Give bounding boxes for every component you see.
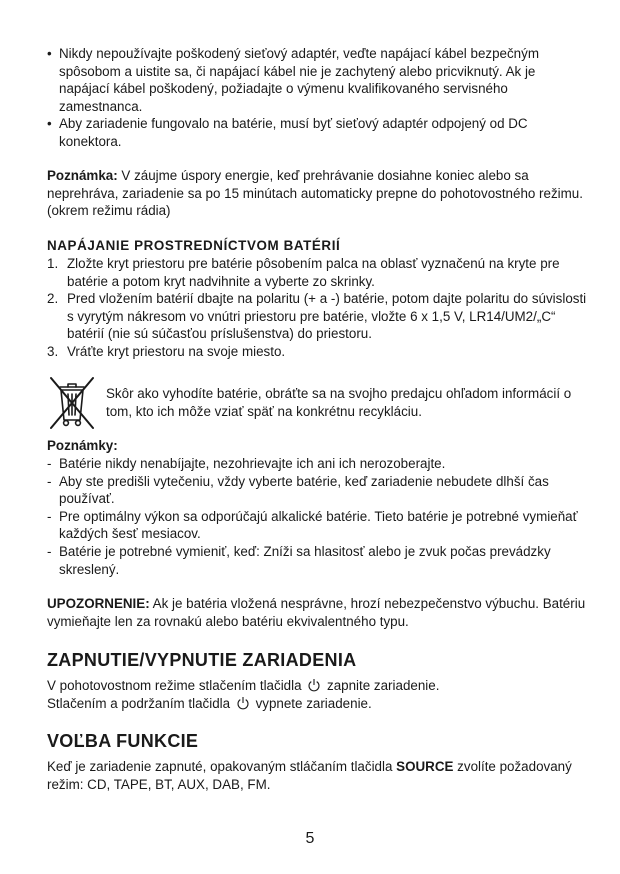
list-item: • Aby zariadenie fungovalo na batérie, musí byť sieťový adaptér odpojený od DC konektora.: [47, 116, 528, 149]
list-item: 3. Vráťte kryt priestoru na svoje miesto.: [47, 343, 286, 359]
battery-step-1: Zložte kryt priestoru pre batérie pôsobením palca na oblasť vyznačenú na kryte pre batérie a potom kryt nadvihnite a vyberte zo skrinky.: [67, 256, 560, 289]
safety-list: [47, 45, 587, 151]
note-item-3: Pre optimálny výkon sa odporúčajú alkalické batérie. Tieto batérie je potrebné vymieňať každých šesť mesiacov.: [59, 508, 578, 542]
notes-label: Poznámky:: [47, 438, 118, 453]
note-item-2: Aby ste predišli vytečeniu, vždy vyberte batérie, keď zariadenie nebudete dlhší čas používať.: [59, 473, 549, 507]
safety-bullet-1: Nikdy nepoužívajte poškodený sieťový adaptér, veďte napájací kábel bezpečným spôsobom a uistite sa, či napájací kábel nie je zachytený alebo pricviknutý. Ak je napájací kábel poškodený, požiadajte o výmenu kvalifikovaného servisného zamestnanca.: [59, 46, 539, 114]
battery-steps: [47, 255, 587, 361]
power-line-1: V pohotovostnom režime stlačením tlačidla zapnite zariadenie.: [47, 678, 440, 693]
recycle-text: Skôr ako vyhodíte batérie, obráťte sa na svojho predajcu ohľadom informácií o tom, kto ich môže vziať späť na konkrétnu recykláciu.: [106, 386, 572, 419]
list-item: - Batérie je potrebné vymieniť, keď: Zníži sa hlasitosť alebo je zvuk počas prevádzky skreslený.: [47, 543, 551, 577]
battery-heading: NAPÁJANIE PROSTREDNÍCTVOM BATÉRIÍ: [47, 238, 341, 253]
power-icon: [236, 696, 250, 710]
warning-label: UPOZORNENIE:: [47, 596, 150, 611]
power-text: [47, 677, 587, 712]
warning-text: Ak je batéria vložená nesprávne, hrozí nebezpečenstvo výbuchu. Batériu vymieňajte len za rovnakú alebo batériu ekvivalentného typu.: [47, 596, 586, 629]
warning-note: [47, 595, 587, 630]
list-item: 1. Zložte kryt priestoru pre batérie pôsobením palca na oblasť vyznačenú na kryte pre batérie a potom kryt nadvihnite a vyberte zo skrinky.: [47, 256, 560, 289]
list-item: - Aby ste predišli vytečeniu, vždy vyberte batérie, keď zariadenie nebudete dlhší čas používať.: [47, 473, 549, 507]
power-icon: [307, 678, 321, 692]
function-heading: VOĽBA FUNKCIE: [47, 731, 199, 751]
energy-note: [47, 167, 587, 220]
power-heading: ZAPNUTIE/VYPNUTIE ZARIADENIA: [47, 650, 357, 670]
function-text: Keď je zariadenie zapnuté, opakovaným stláčaním tlačidla SOURCE zvolíte požadovaný režim: CD, TAPE, BT, AUX, DAB, FM.: [47, 759, 572, 792]
note-item-4: Batérie je potrebné vymieniť, keď: Zníži sa hlasitosť alebo je zvuk počas prevádzky skreslený.: [59, 543, 551, 577]
battery-step-3: Vráťte kryt priestoru na svoje miesto.: [67, 343, 286, 359]
crossed-bin-icon: [47, 374, 97, 430]
note-label: Poznámka:: [47, 168, 118, 183]
list-item: - Batérie nikdy nenabíjajte, nezohrievajte ich ani ich nerozoberajte.: [47, 456, 446, 471]
note-text: V záujme úspory energie, keď prehrávanie dosiahne koniec alebo sa neprehráva, zariadenie sa po 15 minútach automaticky prepne do pohotovostného režimu. (okrem režimu rádia): [47, 168, 583, 219]
battery-step-2: Pred vložením batérií dbajte na polaritu (+ a -) batérie, potom dajte polaritu do súvislosti s vyrytým nákresom vo vnútri priestoru pre batérie, vložte 6 x 1,5 V, LR14/UM2/„C“ batérií (nie sú súčasťou príslušenstva) do priestoru.: [67, 291, 587, 342]
page-number: 5: [305, 830, 315, 847]
list-item: 2. Pred vložením batérií dbajte na polaritu (+ a -) batérie, potom dajte polaritu do súvislosti s vyrytým nákresom vo vnútri priestoru pre batérie, vložte 6 x 1,5 V, LR14/UM2/„C“ batérií (nie sú súčasťou príslušenstva) do priestoru.: [47, 291, 587, 342]
source-label: SOURCE: [396, 759, 454, 774]
list-item: • Nikdy nepoužívajte poškodený sieťový adaptér, veďte napájací kábel bezpečným spôsobom a uistite sa, či napájací kábel nie je zachytený alebo pricviknutý. Ak je napájací kábel poškodený, požiadajte o výmenu kvalifikovaného servisného zamestnanca.: [47, 46, 539, 114]
notes-list: [47, 455, 587, 578]
power-line-2: Stlačením a podržaním tlačidla vypnete zariadenie.: [47, 695, 372, 711]
list-item: - Pre optimálny výkon sa odporúčajú alkalické batérie. Tieto batérie je potrebné vymieňať každých šesť mesiacov.: [47, 508, 578, 542]
safety-bullet-2: Aby zariadenie fungovalo na batérie, musí byť sieťový adaptér odpojený od DC konektora.: [59, 116, 528, 149]
note-item-1: Batérie nikdy nenabíjajte, nezohrievajte ich ani ich nerozoberajte.: [59, 456, 446, 471]
